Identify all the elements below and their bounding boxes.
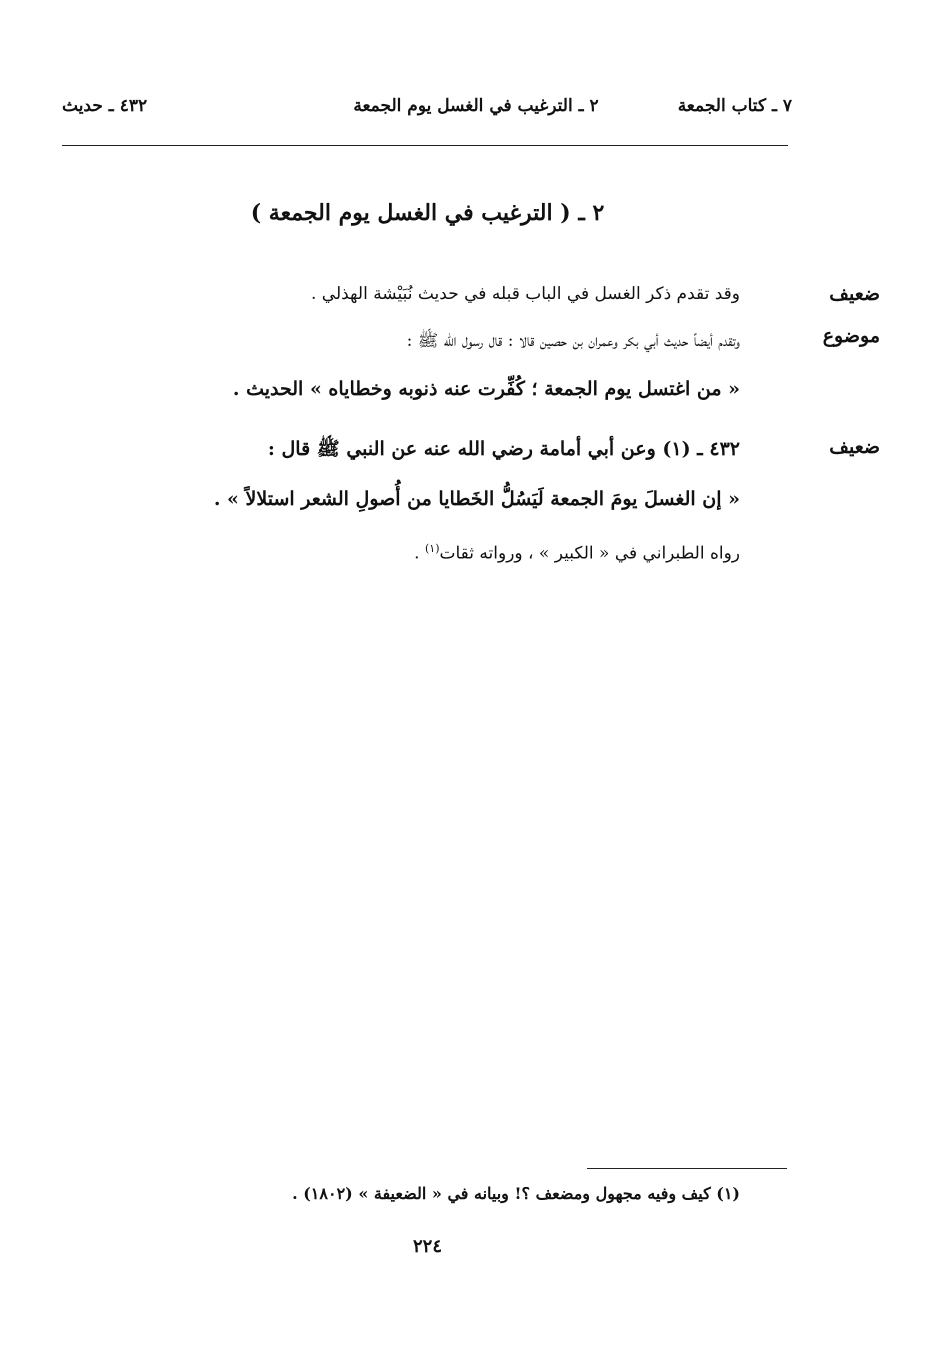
hadith-quote: « من اغتسل يوم الجمعة ؛ كُفِّرت عنه ذنوبه وخطاياه » الحديث .: [232, 378, 740, 400]
page-number: ٢٢٤: [412, 1236, 442, 1257]
hadith-source: [414, 542, 740, 564]
header-rule: [62, 145, 788, 146]
header-chapter: ٧ ـ كتاب الجمعة: [677, 96, 792, 116]
hadith-quote: « إن الغسلَ يومَ الجمعة لَيَسُلُّ الخَطايا من أُصولِ الشعر استلالاً » .: [213, 488, 740, 510]
source-text: رواه الطبراني في « الكبير » ، ورواته ثقات: [439, 543, 740, 564]
section-title: ٢ ـ ( الترغيب في الغسل يوم الجمعة ): [250, 200, 605, 226]
grade-label: ضعيف: [829, 436, 880, 458]
entry-intro: وتقدم أيضاً حديث أبي بكر وعمران بن حصين قالا : قال رسول الله ﷺ :: [406, 331, 740, 351]
footnote: (١) كيف وفيه مجهول ومضعف ؟! وبيانه في « الضعيفة » (١٨٠٢) .: [292, 1184, 740, 1203]
source-end: .: [414, 543, 425, 564]
footnote-rule: [587, 1168, 787, 1169]
grade-label: موضوع: [822, 325, 880, 347]
grade-label: ضعيف: [829, 283, 880, 305]
entry-text: وقد تقدم ذكر الغسل في الباب قبله في حديث نُبَيْشة الهذلي .: [310, 284, 740, 304]
hadith-intro: ٤٣٢ ـ (١) وعن أبي أمامة رضي الله عنه عن النبي ﷺ قال :: [267, 438, 740, 460]
footnote-ref: (١): [424, 542, 440, 555]
header-hadith-range: ٤٣٢ ـ حديث: [62, 96, 148, 116]
header-section: ٢ ـ الترغيب في الغسل يوم الجمعة: [353, 96, 599, 116]
